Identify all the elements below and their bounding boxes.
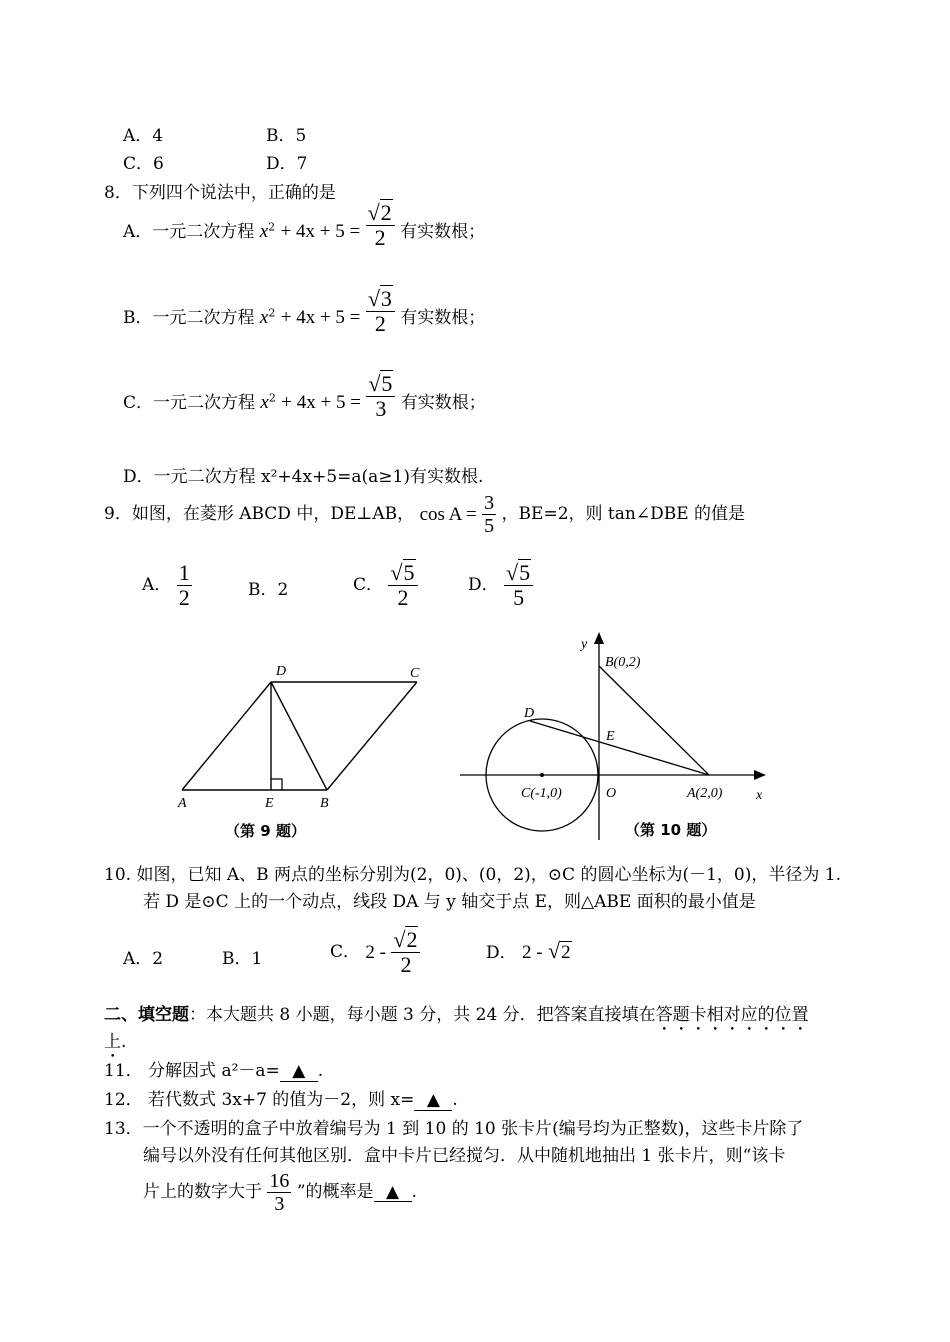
q7-option-c: C．6: [123, 154, 164, 174]
center-c: [540, 773, 544, 777]
q8-option-a: A．一元二次方程 $x^2 + 4x + 5$ = $\frac{√2}{2}$ 有实数根；: [123, 200, 486, 251]
label-y: y: [581, 637, 588, 652]
label-d: D: [524, 706, 535, 721]
edge-ad: [182, 682, 271, 790]
label-a: A(2,0): [687, 786, 723, 801]
label-d: D: [276, 664, 287, 679]
right-angle-mark: [271, 779, 282, 790]
q9-option-a: A． $\frac{1}{2}$: [142, 560, 190, 611]
q13-line1: 13．一个不透明的盒子中放着编号为 1 到 10 的 10 张卡片(编号均为正整数)，这些卡片除了: [104, 1119, 804, 1139]
q8-option-d: D．一元二次方程 x²+4x+5=a(a≥1)有实数根.: [123, 467, 484, 487]
q11: 11． 分解因式 a²－a= ▲ .: [104, 1061, 324, 1081]
q10-option-d: D． 2 - √2: [486, 938, 571, 963]
label-b: B: [320, 796, 329, 811]
figure-10-caption: （第 10 题）: [625, 821, 717, 839]
x-axis-arrow: [754, 770, 766, 780]
label-c: C(-1,0): [521, 786, 562, 801]
label-e: E: [606, 729, 615, 744]
q8-option-b: B．一元二次方程 $x^2 + 4x + 5$ = $\frac{√3}{2}$ 有实数根；: [123, 286, 486, 337]
edge-cb: [327, 682, 417, 790]
q10-line2: 若 D 是⊙C 上的一个动点，线段 DA 与 y 轴交于点 E，则△ABE 面积的最小值是: [143, 892, 756, 912]
q9-stem: 9．如图，在菱形 ABCD 中，DE⊥AB， cos A = $\frac{3}{5}$ ，BE=2，则 tan∠DBE 的值是: [104, 492, 746, 537]
q9-option-b: B．2: [248, 580, 289, 600]
q8-option-c: C．一元二次方程 $x^2 + 4x + 5$ = $\frac{√5}{3}$ 有实数根；: [123, 371, 486, 422]
label-c: C: [410, 666, 420, 681]
q10-option-b: B．1: [222, 949, 263, 969]
q13-line3: 片上的数字大于 $\frac{16}{3}$ ”的概率是 ▲ .: [143, 1170, 417, 1215]
q9-option-c: C． $\frac{√5}{2}$: [353, 561, 418, 610]
q11-answer-blank[interactable]: ▲: [280, 1061, 318, 1082]
label-a: A: [178, 796, 187, 811]
q12: 12． 若代数式 3x+7 的值为－2，则 x= ▲ .: [104, 1090, 458, 1110]
label-o: O: [606, 786, 617, 801]
figure-9-caption: （第 9 题）: [225, 822, 306, 840]
q7-option-b: B．5: [266, 126, 307, 146]
label-x: x: [756, 788, 763, 803]
q12-answer-blank[interactable]: ▲: [414, 1090, 452, 1111]
q8-stem: 8．下列四个说法中，正确的是: [104, 183, 336, 203]
q10-option-a: A．2: [123, 949, 164, 969]
label-b: B(0,2): [605, 655, 641, 670]
figure-10-coordinate: [455, 628, 775, 843]
q7-option-d: D．7: [266, 154, 308, 174]
section2-header-tail: 上.: [104, 1032, 127, 1052]
q7-option-a: A．4: [123, 126, 164, 146]
q10-option-c: C． 2 - $\frac{√2}{2}$: [330, 928, 420, 977]
y-axis-arrow: [594, 632, 604, 644]
q9-option-d: D． $\frac{√5}{5}$: [468, 561, 533, 610]
section2-header: 二、填空题：本大题共 8 小题，每小题 3 分，共 24 分．把答案直接填在答题卡相对应的位置: [104, 1005, 809, 1025]
segment-db: [271, 682, 327, 790]
q13-line2: 编号以外没有任何其他区别．盒中卡片已经搅匀．从中随机地抽出 1 张卡片，则“该卡: [143, 1146, 786, 1166]
figure-9-rhombus: [170, 655, 440, 845]
q13-answer-blank[interactable]: ▲: [374, 1184, 412, 1202]
label-e: E: [265, 796, 274, 811]
q10-line1: 10. 如图，已知 A、B 两点的坐标分别为(2，0)、(0，2)，⊙C 的圆心坐标为(－1，0)，半径为 1.: [104, 865, 841, 885]
